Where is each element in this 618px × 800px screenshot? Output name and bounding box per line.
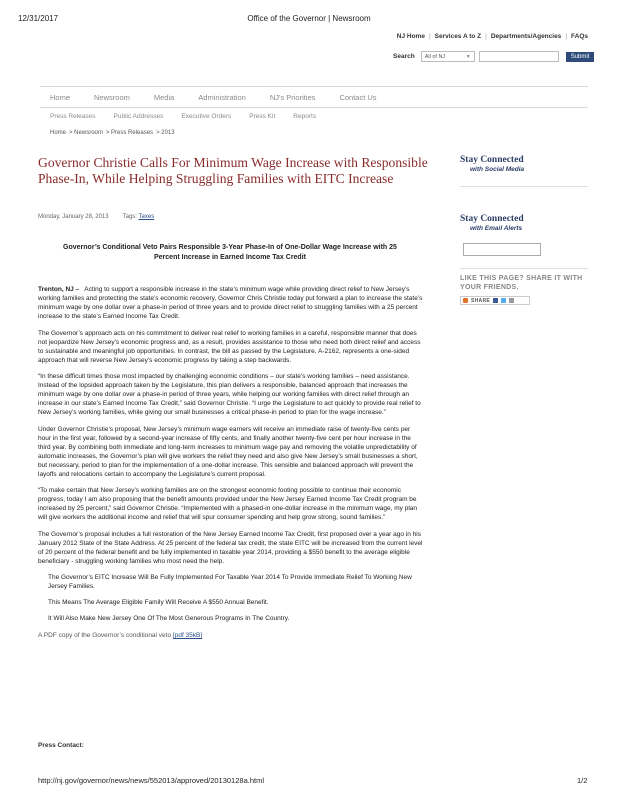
main-nav-contact[interactable]: Contact Us (339, 92, 377, 102)
twitter-icon (501, 298, 506, 303)
search-input[interactable] (479, 51, 559, 62)
facebook-icon (493, 298, 498, 303)
list-item: This Means The Average Eligible Family Will Receive A $550 Annual Benefit. (48, 599, 269, 606)
main-nav-media[interactable]: Media (153, 92, 175, 102)
main-nav-administration[interactable]: Administration (198, 92, 246, 102)
sub-nav-public-addresses[interactable]: Public Addresses (113, 113, 164, 120)
bullet-list (48, 573, 423, 623)
article-date: Monday, January 28, 2013 (38, 214, 109, 220)
sub-nav (50, 113, 316, 120)
pdf-text: A PDF copy of the Governor’s conditional veto (38, 632, 172, 639)
paragraph: Under Governor Christie’s proposal, New Jersey’s minimum wage earners will receive an immediate raise of twenty-five cents per hour in the first year, followed by a second-year increase of fifty cents, and finally another twenty-five cent per hour increase in the third year. By combining both immediate and long-term increases to minimum wage pay and removing the volatile unpredictability of automatic increases, the Governor’s plan will give workers the relief they need and also give New Jersey’s small businesses a short, but necessary, period to plan for the implementation of a one-dollar increase. This sensible and balanced approach will prevent the layoffs and relocations certain to accompany the Legislature’s current proposal. (38, 425, 418, 478)
main-nav (40, 86, 588, 108)
util-divider: | (485, 33, 487, 40)
press-contact: Press Contact: (38, 742, 84, 749)
search-scope-select[interactable] (421, 51, 475, 62)
util-nav-nj-home[interactable]: NJ Home (396, 33, 425, 40)
util-nav-departments[interactable]: Departments/Agencies (490, 33, 562, 40)
main-nav-priorities[interactable]: NJ's Priorities (269, 92, 316, 102)
breadcrumb-home[interactable]: Home (50, 130, 67, 136)
share-button[interactable] (460, 296, 530, 305)
breadcrumb (50, 130, 175, 136)
divider (460, 268, 588, 269)
share-icon (463, 298, 468, 303)
print-page-number: 1/2 (577, 776, 588, 785)
main-nav-home[interactable]: Home (50, 92, 71, 102)
pdf-line (38, 631, 423, 640)
stay-connected-social[interactable] (460, 155, 588, 173)
email-subheading: with Email Alerts (470, 225, 523, 232)
pdf-link[interactable]: [pdf 35kB] (172, 632, 203, 639)
email-icon (509, 298, 514, 303)
share-heading: LIKE THIS PAGE? SHARE IT WITH YOUR FRIENDS. (460, 275, 583, 291)
dateline: Trenton, NJ – (38, 286, 80, 293)
util-nav-services[interactable]: Services A to Z (434, 33, 482, 40)
tags-label: Tags: (122, 214, 137, 220)
breadcrumb-newsroom[interactable]: > Newsroom (69, 130, 103, 136)
divider (460, 186, 588, 187)
breadcrumb-press-releases[interactable]: > Press Releases (105, 130, 154, 136)
util-divider: | (428, 33, 431, 40)
search-label: Search (393, 53, 415, 60)
paragraph: The Governor’s approach acts on his commitment to deliver real relief to working families in a careful, responsible manner that does not jeopardize New Jersey’s economic progress and, as a result, provides assistance to those who need both direct relief and access to sustainable and meaningful job opportunities. In contrast, the bill as passed by the Legislature, A-2162, represents a one-sided approach that will reverse New Jersey’s economic progress by taking a step backwards. (38, 329, 421, 364)
article-tags (123, 214, 155, 220)
sub-nav-reports[interactable]: Reports (293, 113, 317, 120)
list-item: The Governor’s EITC Increase Will Be Fully Implemented For Taxable Year 2014 To Provide Immediate Relief To Working New Jersey Families. (48, 574, 412, 590)
paragraph-text: Acting to support a responsible increase in the state’s minimum wage while providing direct relief to New Jersey’s working families and protecting the state’s economic recovery, Governor Chris Christie today put forward a plan to increase the state’s minimum wage by one dollar over a phase-in period of three years and to provide direct relief to struggling families with a 25 percent increase to the state’s Earned Income Tax Credit. (38, 286, 423, 320)
paragraph: “To make certain that New Jersey’s working families are on the strongest economic footing possible to continue their economic progress, today I am also proposing that the benefit amounts provided under the New Jersey Earned Income Tax Credit program be increased by 25 percent,” said Governor Christie. “Implemented with a phased-in one-dollar increase in the minimum wage, my plan will give workers the additional income and relief that will spur consumer spending and help grow strong, sound families.” (38, 487, 417, 521)
share-label: SHARE (471, 297, 491, 304)
chevron-down-icon: ▼ (465, 53, 471, 60)
paragraph (38, 285, 423, 321)
sub-nav-press-kit[interactable]: Press Kit (249, 113, 276, 120)
article-title: Governor Christie Calls For Minimum Wage Increase with Responsible Phase-In, While Helping Struggling Families with EITC Increase (38, 155, 428, 186)
paragraph: “In these difficult times those most impacted by challenging economic conditions – our state’s working families – need assistance. Instead of the lopsided approach taken by the Legislature, this plan delivers a responsible, balanced approach that increases the minimum wage by one dollar over a phase-in period of three years, while helping our working families with direct relief through an increase in our state’s Earned Income Tax Credit,” said Governor Christie. “I urge the Legislature to act quickly to provide real relief to New Jersey’s working families, while giving our small businesses a critical phase-in period to plan for the wage increase.” (38, 373, 421, 416)
sub-nav-press-releases[interactable]: Press Releases (50, 113, 96, 120)
print-url: http://nj.gov/governor/news/news/552013/approved/20130128a.html (38, 776, 264, 785)
tag-link[interactable]: Taxes (138, 214, 155, 220)
search-bar (393, 51, 594, 62)
main-nav-newsroom[interactable]: Newsroom (94, 92, 130, 102)
print-date: 12/31/2017 (18, 14, 59, 23)
social-heading: Stay Connected (460, 155, 524, 165)
article-body (38, 285, 423, 648)
list-item: It Will Also Make New Jersey One Of The Most Generous Programs In The Country. (48, 615, 290, 622)
util-divider: | (565, 33, 568, 40)
email-heading: Stay Connected (460, 214, 524, 224)
print-title: Office of the Governor | Newsroom (247, 14, 371, 23)
sub-nav-executive-orders[interactable]: Executive Orders (181, 113, 232, 120)
article-subhead: Governor’s Conditional Veto Pairs Responsible 3-Year Phase-In of One-Dollar Wage Increase with 25 Percent Increase in Earned Income Tax Credit (63, 244, 397, 261)
utility-nav (397, 33, 588, 40)
social-subheading: with Social Media (470, 166, 525, 173)
email-alert-input[interactable] (463, 243, 541, 256)
search-submit-button[interactable]: Submit (566, 52, 595, 62)
breadcrumb-2013[interactable]: > 2013 (156, 130, 175, 136)
paragraph: The Governor’s proposal includes a full restoration of the New Jersey Earned Income Tax Credit, first proposed over a year ago in his January 2012 State of the State Address. At 25 percent of the federal tax credit, the state EITC will be increased from the current level of 20 percent of the federal benefit and be fully implemented in taxable year 2014, providing a $550 benefit to the average eligible beneficiary - struggling working families who most need the help. (38, 530, 423, 565)
util-nav-faqs[interactable]: FAQs (571, 33, 588, 40)
article-meta (38, 214, 154, 220)
stay-connected-email (460, 214, 588, 232)
search-scope-value: All of NJ (424, 53, 446, 60)
